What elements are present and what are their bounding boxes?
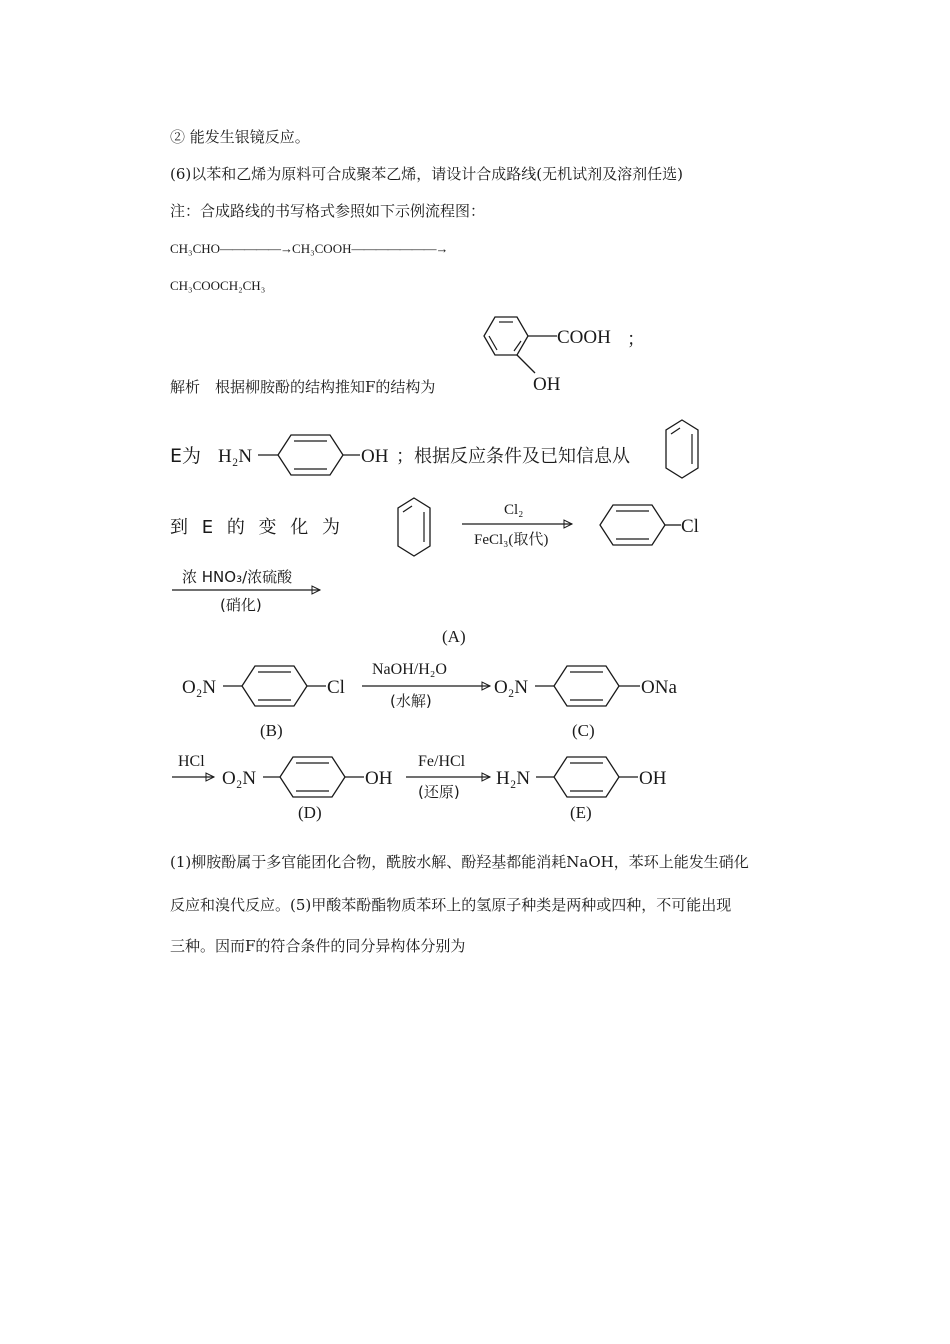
example-reactant: CH₃CHO [170,241,221,256]
condition-2: ② 能发生银镜反应。 [170,128,310,146]
c-ona: ONa [641,677,677,698]
label-a: (A) [442,627,466,646]
label-e: (E) [570,803,592,822]
c-o2n: O₂N [494,677,529,698]
e-h2n: H₂N [218,446,253,467]
step3-bottom: (水解) [390,692,432,710]
step1-bottom: FeCl₃(取代) [474,532,549,548]
synthesis-scheme [160,410,720,830]
d-oh: OH [365,768,393,789]
label-c: (C) [572,721,595,740]
route-lead: 到 E 的 变 化 为 [170,517,344,538]
b-o2n: O₂N [182,677,217,698]
step2-top: 浓 HNO₃/浓硫酸 [182,568,293,586]
f-cooh-label: COOH [557,327,611,348]
e-text: ；根据反应条件及已知信息从 [396,446,630,467]
example-flow [170,239,447,259]
question-6: (6)以苯和乙烯为原料可合成聚苯乙烯，请设计合成路线(无机试剂及溶剂任选) [170,165,683,183]
analysis-intro: 解析 根据柳胺酚的结构推知F的结构为 [170,378,436,396]
example-arrow-2: ———————→ [351,241,448,256]
e2-oh: OH [639,768,667,789]
e2-h2n: H₂N [496,768,531,789]
example-arrow-1: —————→ [220,241,293,256]
d-o2n: O₂N [222,768,257,789]
step1-top: Cl₂ [504,502,524,518]
e-lead: E为 [170,445,202,467]
label-d: (D) [298,803,322,822]
step5-top: Fe/HCl [418,753,466,770]
label-b: (B) [260,721,283,740]
step4-top: HCl [178,753,205,770]
step3-top: NaOH/H₂O [372,661,447,678]
f-oh-label: OH [533,374,561,395]
example-product: CH₃COOCH₂CH₃ [170,278,266,293]
example-intermediate: CH₃COOH [292,241,352,256]
f-semicolon: ； [627,329,645,350]
analysis-p2: 反应和溴代反应。(5)甲酸苯酚酯物质苯环上的氢原子种类是两种或四种，不可能出现 [170,896,732,914]
chlorobenzene-cl: Cl [681,516,699,537]
step5-bottom: (还原) [418,783,460,801]
analysis-p3: 三种。因而F的符合条件的同分异构体分别为 [170,937,466,955]
format-note: 注：合成路线的书写格式参照如下示例流程图： [170,202,486,220]
analysis-p1: (1)柳胺酚属于多官能团化合物，酰胺水解、酚羟基都能消耗NaOH，苯环上能发生硝化 [170,853,749,871]
structure-f [465,305,655,395]
b-cl: Cl [327,677,345,698]
step2-bottom: (硝化) [220,596,262,614]
e-oh: OH [361,446,389,467]
